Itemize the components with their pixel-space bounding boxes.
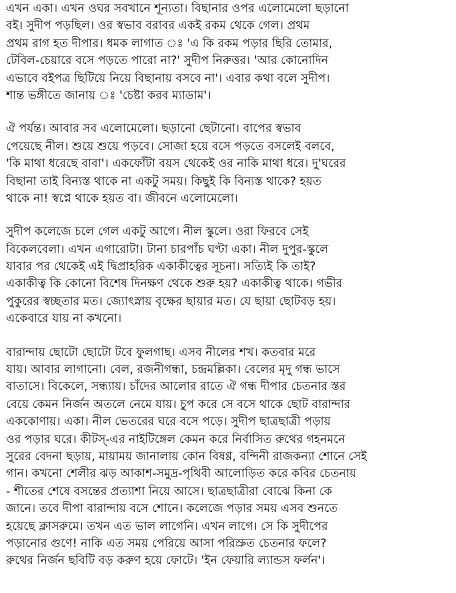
text-line: সুরের বেদনা ছড়ায়, মায়াময় জানালায় কোন বিষণ্ণ, বন্দিনী রাজকন্যা শোনে সেই [6,448,367,463]
document-page [6,0,452,593]
text-line: - শীতের শেষে বসন্তের প্রত্যাশা নিয়ে আসে। ছাত্রছাত্রীরা বোঝে কিনা কে [6,483,333,498]
text-line: যাবার পর থেকেই এই দ্বিপ্রাহরিক একাকীত্বের সূচনা। সত্যিই কি তাই? [6,259,316,274]
text-line: গান। কখনো শেলীর ঝড় আকাশ-সমুদ্র-পৃথিবী আলোড়িত করে কবির চেতনায় [6,466,357,481]
text-line: প্রথম রাগ হত দীপার। ধমক লাগাত ঃ 'এ কি রকম পড়ার ছিরি তোমার, [6,35,333,50]
text-line: এককোণায়। একা। নীল ভেতরের ঘরে বসে পড়ে। সুদীপ ছাত্রছাত্রী পড়ায় [6,414,331,429]
paragraph-gap [6,207,452,223]
text-line: বই। সুদীপ পড়ছিল। ওর স্বভাব বরাবর একই রকম থেকে গেল। প্রথম [6,18,310,33]
text-line: রুথের নির্জন ছবিটি বড় করুণ হয়ে ফোটে। 'ইন ফেয়ারি ল্যান্ডস ফর্লন'। [6,553,326,568]
text-line: যায়। আবার লাগানো। বেল, রজনীগন্ধা, চন্দ্রমল্লিকা। বেলের মৃদু গন্ধ ভাসে [6,362,340,377]
text-line: বারান্দায় ছোটো ছোটো টবে ফুলগাছ। এসব নীলের শখ। কতবার মরে [6,344,316,359]
paragraph-2 [6,120,452,207]
text-line: ওর পড়ার ঘরে। কীটস্-এর নাইটিঙ্গেল কেমন করে নির্বাসিত রুথের গহনমনে [6,431,346,446]
paragraph-4 [6,344,452,570]
text-line: পেয়েছে নীল। শুয়ে শুয়ে পড়বে। সোজা হয়ে বসে পড়তে বসলেই বলবে, [6,138,335,153]
text-line: হয়েছে ক্লাসরুমে। তখন এত ভাল লাগেনি। এখন লাগে। সে কি সুদীপের [6,518,328,533]
text-line: এখন একা। এখন ওঘর সবখানে শূন্যতা। বিছানার ওপর এলোমেলো ছড়ানো [6,1,349,15]
text-line: বাতাসে। বিকেলে, সন্ধ্যায়। চাঁদের আলোর রাতে ঐ গন্ধ দীপার চেতনার স্তর [6,379,346,394]
text-line: শান্ত ভঙ্গীতে জানায় ঃ 'চেষ্টা করব ম্যাডাম'। [6,87,211,102]
text-line: থাকে না! স্বপ্নে থাকে হয়ত বা। জীবনে এলোমেলো। [6,190,239,205]
text-line: জানে। তবে দীপা বারান্দায় বসে শোনে। কলেজে পড়ার সময় এসব শুনতে [6,501,338,516]
text-line: একাকীত্ব কি কোনো বিশেষ দিনক্ষণ থেকে শুরু হয়? একাকীত্ব থাকে। গভীর [6,276,343,291]
text-line: একেবারে যায় না কখনো। [6,311,122,326]
text-line: এভাবে বইপত্র ছিটিয়ে নিয়ে বিছানায় বসবে না'। এবার কথা বলে সুদীপ। [6,70,330,85]
text-line: পড়ানোর গুণে! নাকি এত সময় পেরিয়ে আসা পরিস্রুত চেতনার ফলে? [6,535,327,550]
paragraph-1 [6,0,452,104]
paragraph-gap [6,104,452,120]
text-line: সুদীপ কলেজে চলে গেল একটু আগে। নীল স্কুলে। ওরা ফিরবে সেই [6,224,309,239]
text-line: ঐ পর্যন্ত। আবার সব এলোমেলো। ছড়ানো ছেটানো। বাপের স্বভাব [6,121,302,136]
text-line: 'কি মাথা ধরেছে বাবা'। একফোঁটা বয়স থেকেই ওর নাকি মাথা ধরে। দু'ঘরের [6,156,346,171]
text-line: বেয়ে কেমন নির্জন অতলে নেমে যায়। চুপ করে সে বসে থাকে ছোট বারান্দার [6,396,351,411]
text-line: বিকেলবেলা। এখন এগারোটা। টানা চারপাঁচ ঘণ্টা একা। নীল দুপুর-স্কুলে [6,241,329,256]
paragraph-gap [6,328,452,344]
paragraph-3 [6,223,452,327]
text-line: বিছানা তাই বিন্যস্ত থাকে না একটু সময়। কিছুই কি বিন্যস্ত থাকে? হয়ত [6,173,322,188]
text-line: টেবিল-চেয়ারে বসে পড়তে পারো না?' সুদীপ নিরুত্তর। 'আর কোনোদিন [6,53,329,68]
text-line: পুকুরের স্বচ্ছতার মত। জ্যোৎস্নায় বৃক্ষের ছায়ার মত। যে ছায়া ছোটবড় হয়। [6,293,336,308]
